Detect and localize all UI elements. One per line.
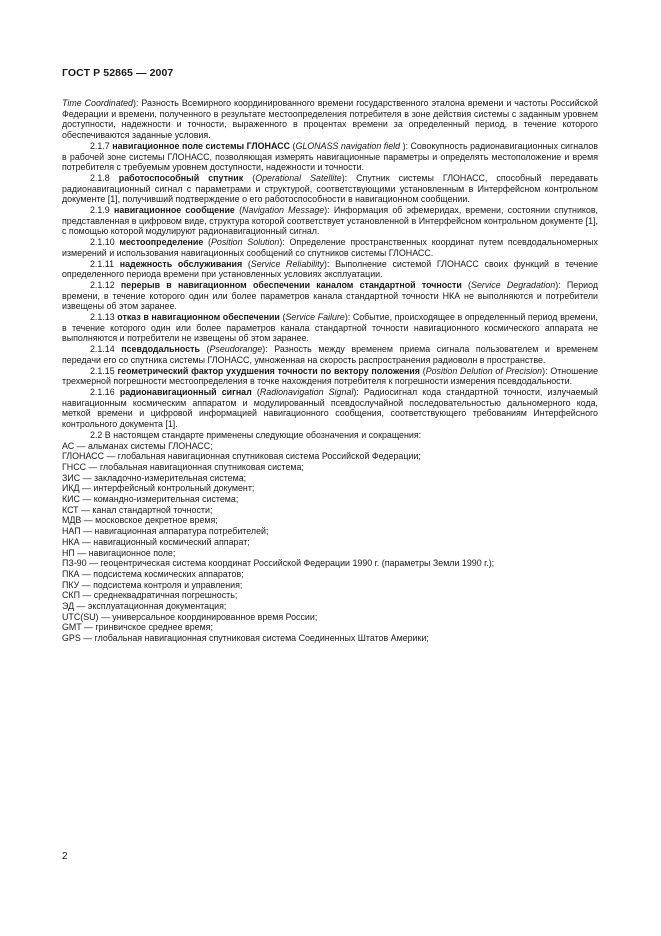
term-name: навигационное сообщение <box>113 205 235 216</box>
abbreviation-item: СКП — среднеквадратичная погрешность; <box>62 590 238 601</box>
paragraph <box>62 366 598 387</box>
term-name: надежность обслуживания <box>119 258 243 269</box>
document-body <box>62 98 598 644</box>
definition-text: ): Разность между временем приема сигнала пользователем и временем передачи его со спутника системы ГЛОНАСС, умноженная на скорость распространения радиоволн в пространстве. <box>62 344 598 365</box>
paren-open: ( <box>199 344 210 355</box>
abbreviation-item: ПКА — подсистема космических аппаратов; <box>62 568 244 579</box>
definition-text: ): Определение пространственных координат путем псевдодальномерных измерений и использования навигационных сообщений со спутников системы ГЛОНАСС. <box>62 237 598 258</box>
paragraph-number: 2.1.16 <box>90 386 120 397</box>
abbreviation-item: ИКД — интерфейсный контрольный документ; <box>62 483 255 494</box>
paragraph <box>62 141 598 173</box>
paragraph <box>62 344 598 365</box>
paragraph <box>62 430 598 441</box>
term-name: работоспособный спутник <box>118 172 244 183</box>
paragraph-number: 2.1.13 <box>90 312 118 323</box>
paragraph <box>62 387 598 430</box>
paren-open: ( <box>251 386 260 397</box>
definition-text: ): Совокупность радионавигационных сигналов в рабочей зоне системы ГЛОНАСС, позволяющая измерять навигационные параметры и определять местоположение и время потребителя с требуемым уровнем доступности, надежности и точности. <box>62 140 598 173</box>
english-term: Operational Satellite <box>255 172 342 183</box>
abbreviation-item: ГЛОНАСС — глобальная навигационная спутниковая система Российской Федерации; <box>62 451 421 462</box>
paragraph <box>62 173 598 205</box>
english-term: Time Coordinated <box>62 98 133 108</box>
term-name: местоопределение <box>119 237 204 248</box>
abbreviation-item: КСТ — канал стандартной точности; <box>62 504 213 515</box>
english-term: Position Delution of Precision <box>425 365 543 376</box>
definition-text: ): Выполнение системой ГЛОНАСС своих функций в течение определенного периода времени при установленных условиях эксплуатации. <box>62 258 599 280</box>
paragraph-number: 2.1.8 <box>90 172 119 183</box>
definition-text: ): Информация об эфемеридах, времени, состоянии спутников, представленная в цифровом виде, структура которой соответствует установленной в Интерфейсном контрольном документе [1], с помощью которой модулируют радионавигационный сигнал. <box>62 205 599 237</box>
paragraph <box>62 259 598 280</box>
definition-text: ): Спутник системы ГЛОНАСС, способный передавать радионавигационный сигнал с параметрами и структурой, соответствующими установленным в Интерфейсном контрольном документе [1], получивший подтверждение о его работоспособности в навигационном сообщении. <box>62 172 598 205</box>
paragraph-number: 2.1.12 <box>90 279 121 290</box>
english-term: Service Failure <box>285 312 345 323</box>
paragraph-number: 2.2 В настоящем стандарте применены следующие обозначения и сокращения: <box>90 429 422 440</box>
paragraph <box>62 98 598 141</box>
abbreviation-item: КИС — командно-измерительная система; <box>62 494 239 505</box>
term-name: радионавигационный сигнал <box>119 386 252 397</box>
paragraph <box>62 205 598 237</box>
paren-open: ( <box>234 205 243 216</box>
paren-open: ( <box>289 140 296 151</box>
abbreviation-item: АС — альманах системы ГЛОНАСС; <box>62 440 213 451</box>
paragraph-number: 2.1.14 <box>90 344 122 355</box>
definition-text: ): Радиосигнал кода стандартной точности, излучаемый навигационным космическим аппаратом и модулированный псевдослучайной последовательностью дальномерного кода, меткой времени и цифровой информацией навигационного сообщения, соответствующего требованиям Интерфейсного контрольного документа [1]. <box>62 386 599 430</box>
paren-open: ( <box>243 172 256 183</box>
abbreviation-item: ГНСС — глобальная навигационная спутниковая система; <box>62 461 304 472</box>
english-term: Service Degradation <box>471 279 556 290</box>
abbreviation-item: НАП — навигационная аппаратура потребителей; <box>62 526 269 537</box>
term-name: псевдодальность <box>121 344 200 355</box>
paragraph-number: 2.1.10 <box>90 237 120 248</box>
paren-open: ( <box>279 312 286 323</box>
paragraph <box>62 280 598 312</box>
abbreviation-item: НКА — навигационный космический аппарат; <box>62 536 250 547</box>
abbreviation-item: ПКУ — подсистема контроля и управления; <box>62 579 243 590</box>
paren-open: ( <box>242 258 251 269</box>
paragraph-number: 2.1.7 <box>90 140 113 151</box>
term-name: навигационное поле системы ГЛОНАСС <box>112 140 290 151</box>
term-name: отказ в навигационном обеспечении <box>117 312 280 323</box>
english-term: Radionavigation Signal <box>259 386 354 397</box>
page-number: 2 <box>62 851 68 862</box>
document-header: ГОСТ Р 52865 — 2007 <box>62 67 174 79</box>
abbreviation-item: GPS — глобальная навигационная спутниковая система Соединенных Штатов Америки; <box>62 633 429 644</box>
paragraph <box>62 237 598 258</box>
abbreviation-list <box>62 441 598 644</box>
abbreviation-item: ЗИС — закладочно-измерительная система; <box>62 472 247 483</box>
abbreviation-item: ПЗ-90 — геоцентрическая система координат Российской Федерации 1990 г. (параметры Земли 1990 г.); <box>62 558 495 569</box>
paragraph <box>62 312 598 344</box>
paren-open: ( <box>461 279 472 290</box>
paragraph-number: 2.1.9 <box>90 205 114 216</box>
english-term: Position Solution <box>210 237 280 248</box>
term-name: геометрический фактор ухудшения точности по вектору положения <box>117 365 420 376</box>
paren-open: ( <box>419 365 426 376</box>
abbreviation-item: ЭД — эксплуатационная документация; <box>62 601 227 612</box>
definition-text: ): Разность Всемирного координированного времени государственного эталона времени и частоты Российской Федерации и времени, полученного в результате местоопределения потребителя в зоне действия системы с заданным уровнем доступности, надежности и точности, выраженного в процентах времени за определенный период, в течение которого обеспечиваются заданные условия. <box>62 98 598 141</box>
paragraph-number: 2.1.15 <box>90 365 118 376</box>
abbreviation-item: UTC(SU) — универсальное координированное время России; <box>62 611 318 622</box>
definition-text: ): Событие, происходящее в определенный период времени, в течение которого один или более параметров канала стандартной точности навигационного космического аппарата не выполняются и потребители не извещены об этом заранее. <box>62 312 599 344</box>
paragraph-list <box>62 98 598 441</box>
definition-text: ): Отношение трехмерной погрешности местоопределения в точке нахождения потребителя к погрешности измерения псевдодальности. <box>62 365 598 387</box>
abbreviation-item: GMT — гринвичское среднее время; <box>62 622 213 633</box>
paragraph-number: 2.1.11 <box>90 258 120 269</box>
definition-text: ): Период времени, в течение которого один или более параметров канала стандартной точности НКА не выполняются и потребители извещены об этом заранее. <box>62 279 599 312</box>
english-term: GLONASS navigation field <box>295 140 403 151</box>
english-term: Service Reliability <box>250 258 325 269</box>
abbreviation-item: МДВ — московское декретное время; <box>62 515 218 526</box>
term-name: перерыв в навигационном обеспечении каналом стандартной точности <box>120 279 462 290</box>
english-term: Navigation Message <box>242 205 325 216</box>
abbreviation-item: НП — навигационное поле; <box>62 547 176 558</box>
english-term: Pseudorange <box>209 344 263 355</box>
paren-open: ( <box>203 237 211 248</box>
